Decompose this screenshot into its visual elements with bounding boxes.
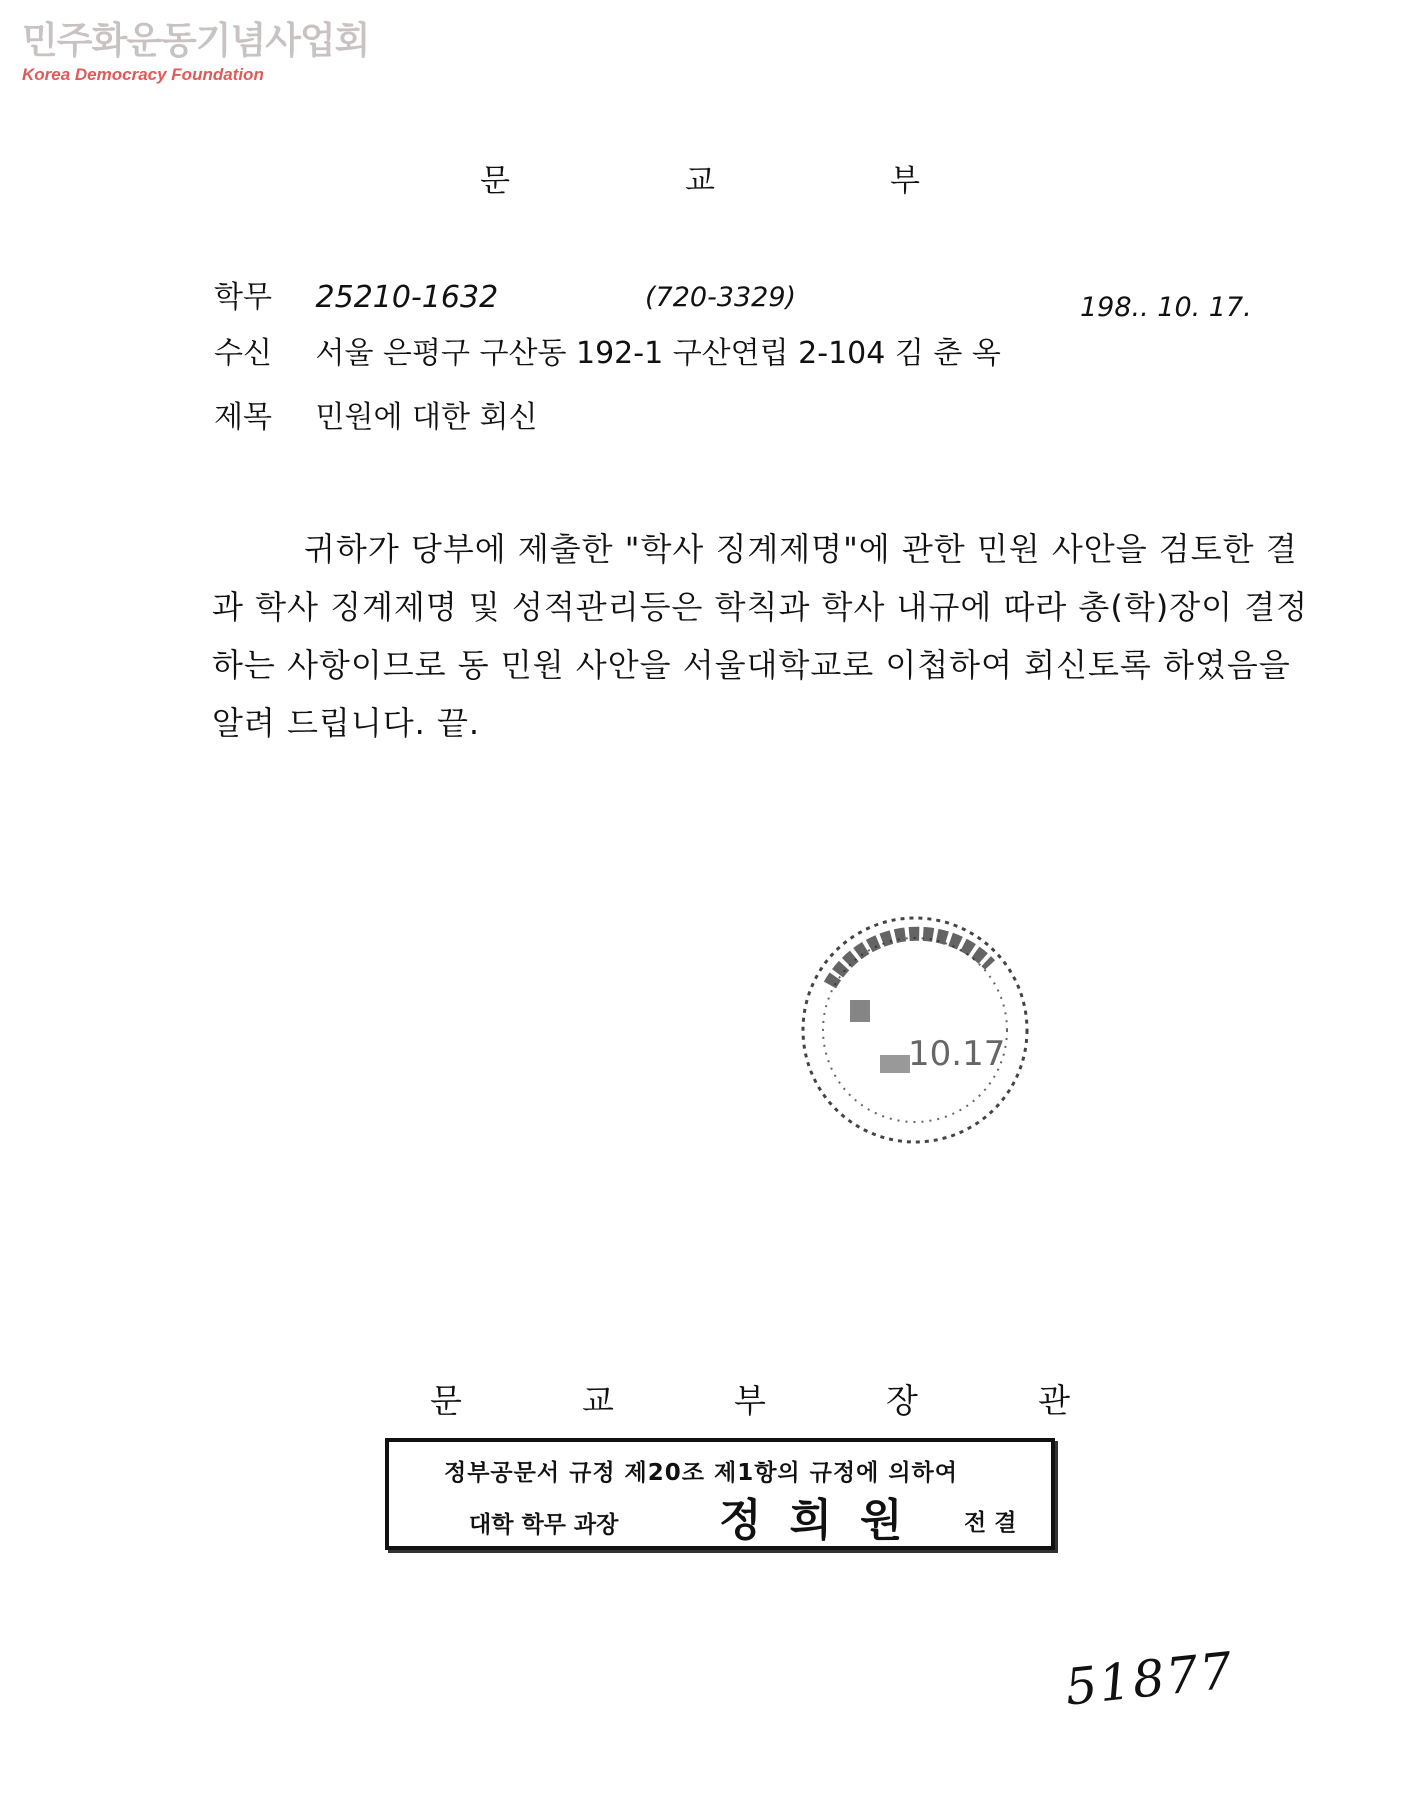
letter-body: 귀하가 당부에 제출한 "학사 징계제명"에 관한 민원 사안을 검토한 결과 학사 징계제명 및 성적관리등은 학칙과 학사 내규에 따라 총(학)장이 결정하는 사항이므로 동 민원 사안을 서울대학교로 이첩하여 회신토록 하였음을 알려 드립니다. 끝.: [212, 530, 1309, 742]
authority-approval-mark: 전결: [964, 1510, 1025, 1536]
document-issuer-title: [480, 155, 920, 200]
recipient-row: [214, 328, 1001, 372]
delegated-authority-stamp: [385, 1438, 1055, 1550]
sender-char: 교: [582, 1381, 614, 1420]
sender-title: [430, 1375, 1070, 1422]
watermark-logo: [22, 20, 369, 86]
document-number: 25210-1632: [315, 280, 499, 315]
sender-char: 부: [734, 1381, 766, 1420]
handwritten-archive-number: 51877: [1062, 1641, 1237, 1717]
sender-char: 관: [1038, 1381, 1070, 1420]
subject-text: 민원에 대한 회신: [315, 400, 538, 435]
sender-char: 장: [886, 1381, 918, 1420]
recipient-address: 서울 은평구 구산동 192-1 구산연립 2-104 김 춘 옥: [315, 336, 1001, 371]
authority-regulation-text: 정부공문서 규정 제20조 제1항의 규정에 의하여: [444, 1460, 958, 1486]
issuer-char: 교: [685, 163, 715, 199]
document-date: 198.. 10. 17.: [1080, 292, 1252, 323]
subject-row: [214, 392, 537, 436]
recipient-label: 수신: [214, 336, 272, 371]
stamp-graphic: [790, 905, 1040, 1155]
document-number-label: 학무: [214, 280, 272, 315]
subject-label: 제목: [214, 400, 272, 435]
issuer-char: 부: [890, 163, 920, 199]
authority-signature-name: 정희원: [719, 1495, 931, 1546]
watermark-korean: 민주화운동기념사업회: [22, 19, 370, 62]
receipt-stamp: [790, 905, 1040, 1155]
document-number-row: [214, 272, 498, 316]
watermark-english: Korea Democracy Foundation: [22, 65, 264, 84]
stamp-date: 10.17: [908, 1034, 1006, 1074]
authority-position: 대학 학무 과장: [469, 1512, 619, 1538]
phone-number: (720-3329): [645, 282, 797, 313]
sender-char: 문: [430, 1381, 462, 1420]
issuer-char: 문: [480, 163, 510, 199]
